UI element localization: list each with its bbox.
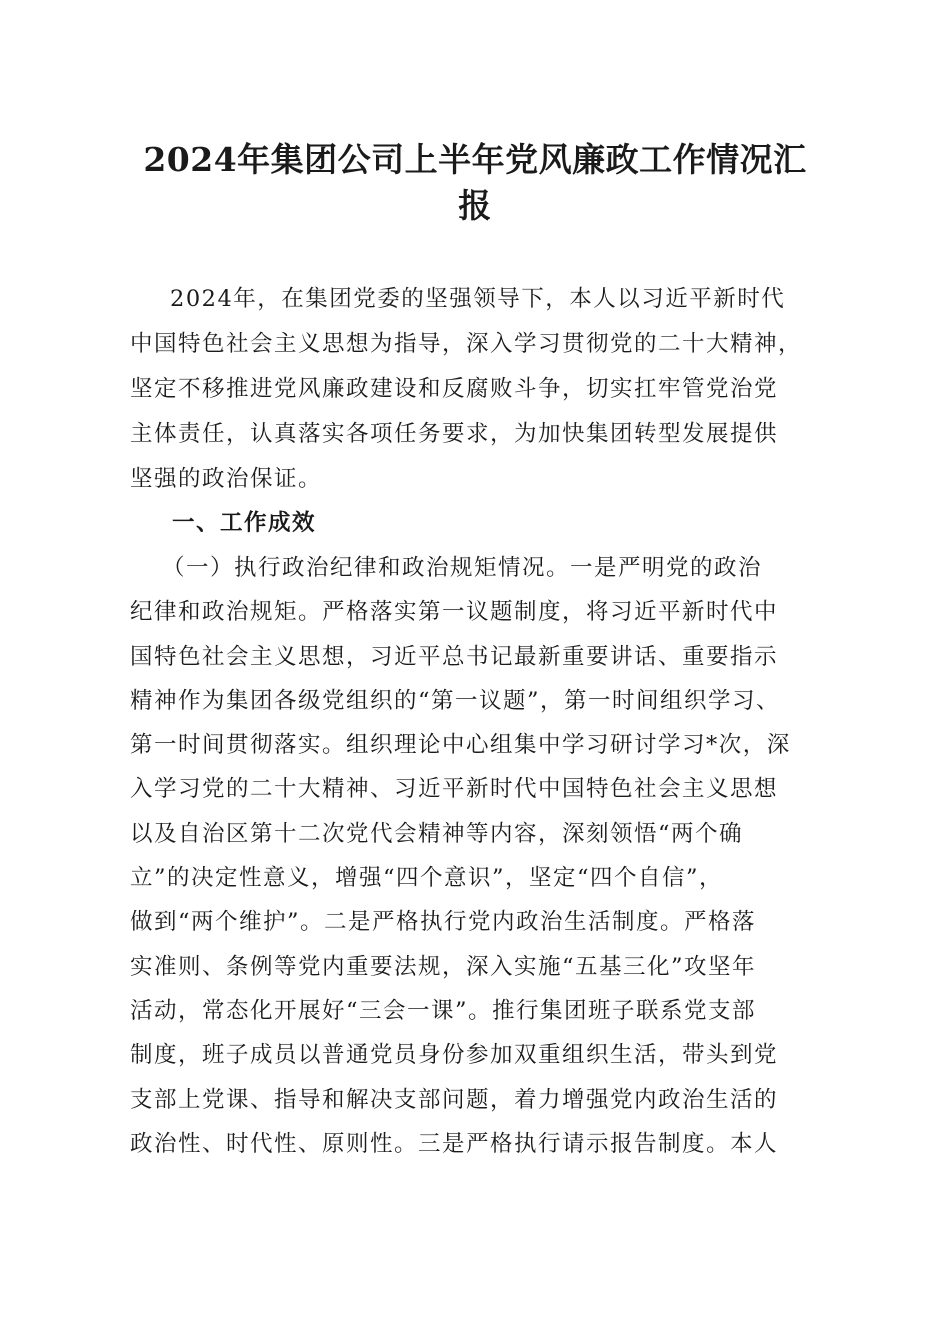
section-heading-work-results: 一、工作成效 [172, 510, 317, 536]
intro-line-3: 坚定不移推进党风廉政建设和反腐败斗争，切实扛牢管党治党 [130, 376, 779, 402]
document-title-line-2: 报 [458, 186, 492, 225]
body-line: （一）执行政治纪律和政治规矩情况。一是严明党的政治 [162, 555, 763, 581]
body-line: 制度，班子成员以普通党员身份参加双重组织生活，带头到党 [130, 1042, 779, 1068]
body-line: 活动，常态化开展好“三会一课”。推行集团班子联系党支部 [130, 998, 757, 1024]
intro-line-1: 2024年，在集团党委的坚强领导下，本人以习近平新时代 [170, 286, 786, 312]
intro-line-5: 坚强的政治保证。 [130, 466, 323, 492]
intro-line-2: 中国特色社会主义思想为指导，深入学习贯彻党的二十大精神， [130, 331, 803, 357]
body-line: 政治性、时代性、原则性。三是严格执行请示报告制度。本人 [130, 1131, 779, 1157]
body-line: 纪律和政治规矩。严格落实第一议题制度，将习近平新时代中 [130, 599, 779, 625]
document-title-line-1: 2024年集团公司上半年党风廉政工作情况汇 [143, 140, 807, 179]
body-line: 国特色社会主义思想，习近平总书记最新重要讲话、重要指示 [130, 644, 779, 670]
body-line: 入学习党的二十大精神、习近平新时代中国特色社会主义思想 [130, 776, 779, 802]
body-line: 以及自治区第十二次党代会精神等内容，深刻领悟“两个确 [130, 821, 744, 847]
body-line: 精神作为集团各级党组织的“第一议题”，第一时间组织学习、 [130, 688, 781, 714]
body-line: 做到“两个维护”。二是严格执行党内政治生活制度。严格落 [130, 909, 757, 935]
intro-line-4: 主体责任，认真落实各项任务要求，为加快集团转型发展提供 [130, 421, 779, 447]
body-line: 第一时间贯彻落实。组织理论中心组集中学习研讨学习*次，深 [130, 732, 791, 758]
body-line: 实准则、条例等党内重要法规，深入实施“五基三化”攻坚年 [130, 954, 757, 980]
body-line: 支部上党课、指导和解决支部问题，着力增强党内政治生活的 [130, 1087, 779, 1113]
body-line: 立”的决定性意义，增强“四个意识”，坚定“四个自信”， [130, 865, 724, 891]
